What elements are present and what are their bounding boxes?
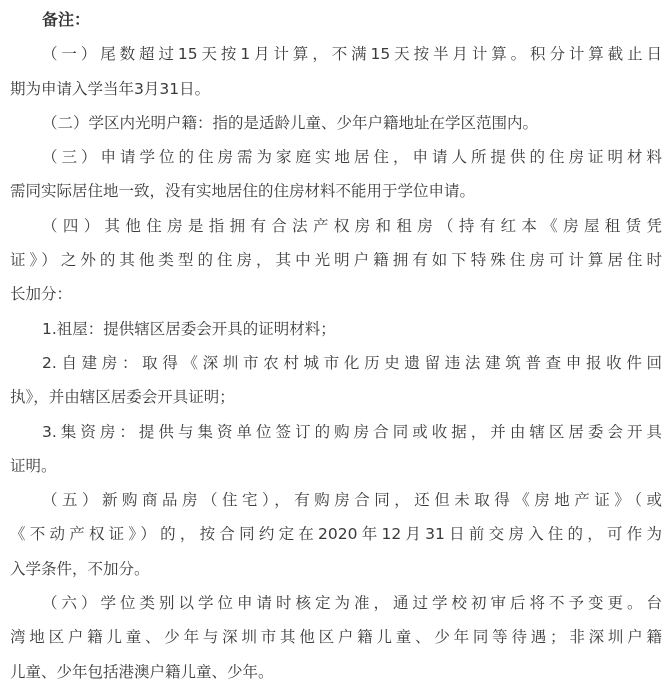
paragraph-line: 证》）之外的其他类型的住房，其中光明户籍拥有如下特殊住房可计算居住时 <box>10 251 662 270</box>
paragraph-line: 入学条件，不加分。 <box>10 559 150 578</box>
paragraph-line: 需同实际居住地一致，没有实地居住的住房材料不能用于学位申请。 <box>10 182 476 201</box>
paragraph-line: 湾地区户籍儿童、少年与深圳市其他区户籍儿童、少年同等待遇；非深圳户籍 <box>10 628 662 647</box>
notes-title: 备注： <box>42 10 91 29</box>
paragraph-line: （一）尾数超过15天按1月计算，不满15天按半月计算。积分计算截止日 <box>42 45 662 64</box>
paragraph-line: 儿童、少年包括港澳户籍儿童、少年。 <box>10 662 274 681</box>
note-paragraph <box>10 209 662 312</box>
note-paragraph <box>10 483 662 586</box>
paragraph-line: （三）申请学位的住房需为家庭实地居住，申请人所提供的住房证明材料 <box>42 148 662 167</box>
paragraph-line: 3.集资房：提供与集资单位签订的购房合同或收据，并由辖区居委会开具 <box>42 422 662 441</box>
paragraph-line: （六）学位类别以学位申请时核定为准，通过学校初审后将不予变更。台 <box>42 594 662 613</box>
paragraph-line: 执》，并由辖区居委会开具证明； <box>10 388 235 407</box>
note-paragraph <box>10 586 662 689</box>
note-paragraph <box>10 346 662 415</box>
paragraph-line: 长加分： <box>10 285 73 304</box>
paragraph-line: 证明。 <box>10 456 57 475</box>
notes-body <box>10 37 662 689</box>
note-paragraph <box>10 140 662 209</box>
paragraph-line: 《不动产权证》）的，按合同约定在2020年12月31日前交房入住的，可作为 <box>10 525 662 544</box>
paragraph-line: 2.自建房：取得《深圳市农村城市化历史遗留违法建筑普查申报收件回 <box>42 353 662 372</box>
paragraph-line: 期为申请入学当年3月31日。 <box>10 79 211 98</box>
paragraph-line: （二）学区内光明户籍：指的是适龄儿童、少年户籍地址在学区范围内。 <box>42 113 539 132</box>
note-paragraph <box>10 312 662 346</box>
paragraph-line: （五）新购商品房（住宅），有购房合同，还但未取得《房地产证》（或 <box>42 491 662 510</box>
note-paragraph <box>10 37 662 106</box>
note-paragraph <box>10 106 662 140</box>
paragraph-line: （四）其他住房是指拥有合法产权房和租房（持有红本《房屋租赁凭 <box>42 216 662 235</box>
note-paragraph <box>10 415 662 484</box>
paragraph-line: 1.祖屋：提供辖区居委会开具的证明材料； <box>42 319 336 338</box>
